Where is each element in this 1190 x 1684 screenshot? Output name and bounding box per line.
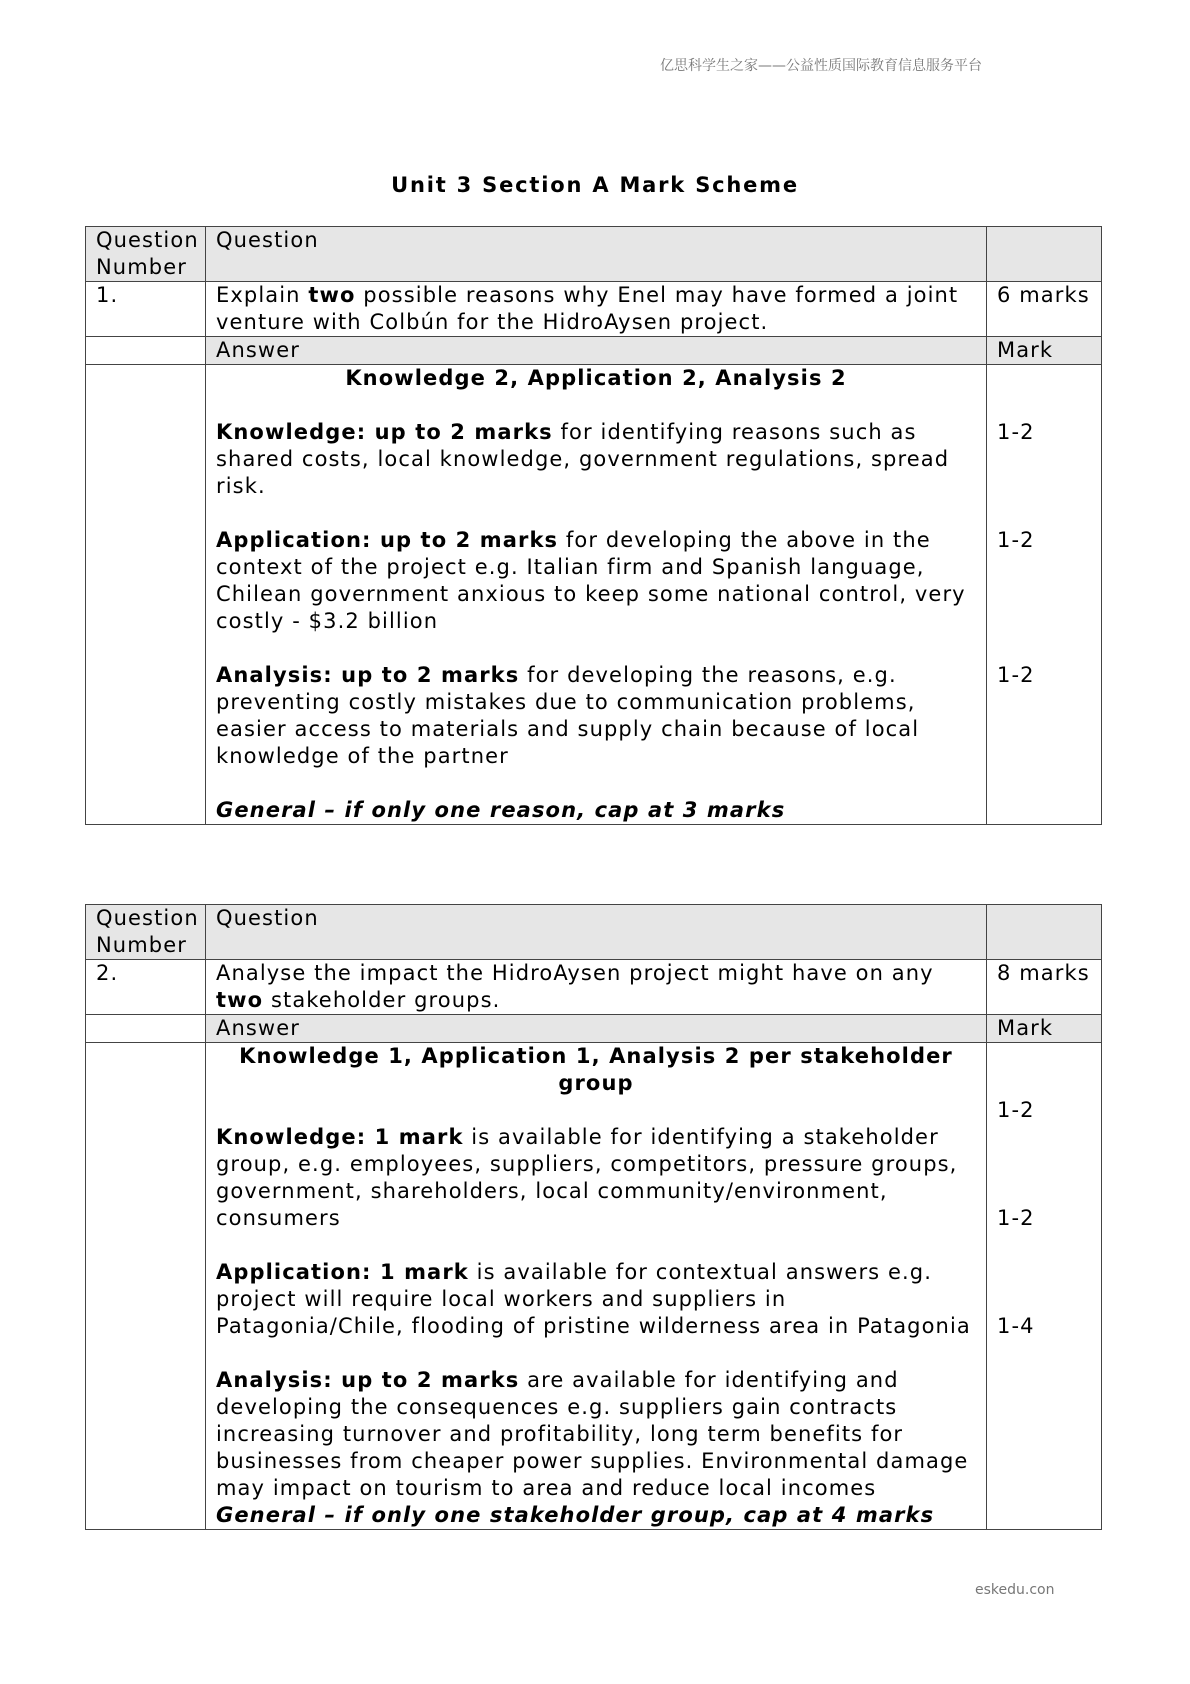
q2-answer-blank — [86, 1015, 206, 1043]
q2-analysis: Analysis: up to 2 marks are available for identifying and developing the consequences e.g. suppliers gain contracts increasing turnover and profitability, long term benefits for businesses from cheaper power supplies. Environmental damage may impact on tourism to area and reduce local incomes — [216, 1368, 969, 1500]
question-number-header: Question Number — [86, 227, 206, 282]
q1-answer-blank — [86, 337, 206, 365]
q2-answer-content — [206, 1043, 987, 1530]
q2-analysis-mark: 1-4 — [997, 1314, 1035, 1338]
q1-knowledge: Knowledge: up to 2 marks for identifying reasons such as shared costs, local knowledge, government regulations, spread risk. — [216, 420, 950, 498]
q2-knowledge-mark: 1-2 — [997, 1098, 1035, 1122]
q2-header-row — [86, 905, 1102, 960]
q2-application-mark: 1-2 — [997, 1206, 1035, 1230]
q1-assessment-heading: Knowledge 2, Application 2, Analysis 2 — [345, 366, 847, 390]
q1-analysis: Analysis: up to 2 marks for developing the reasons, e.g. preventing costly mistakes due to communication problems, easier access to materials and supply chain because of local knowledge of the partner — [216, 663, 920, 768]
q2-knowledge: Knowledge: 1 mark is available for identifying a stakeholder group, e.g. employees, suppliers, competitors, pressure groups, government, shareholders, local community/environment, consumers — [216, 1125, 958, 1230]
q2-application: Application: 1 mark is available for contextual answers e.g. project will require local workers and suppliers in Patagonia/Chile, flooding of pristine wilderness area in Patagonia — [216, 1260, 971, 1338]
q2-answer-row — [86, 1043, 1102, 1530]
marks-header-blank-2 — [987, 905, 1102, 960]
q1-answer-content — [206, 365, 987, 825]
page-title: Unit 3 Section A Mark Scheme — [391, 173, 799, 197]
q2-mark-label: Mark — [987, 1015, 1102, 1043]
q1-answer-row — [86, 365, 1102, 825]
question-2-table — [85, 904, 1102, 1530]
q2-question-text: Analyse the impact the HidroAysen project might have on any two stakeholder groups. — [206, 960, 987, 1015]
q2-general-note: General – if only one stakeholder group, cap at 4 marks — [216, 1503, 935, 1527]
q1-header-row — [86, 227, 1102, 282]
question-header-2: Question — [206, 905, 987, 960]
q1-analysis-mark: 1-2 — [997, 663, 1035, 687]
question-1-table — [85, 226, 1102, 825]
q2-number: 2. — [86, 960, 206, 1015]
q1-application: Application: up to 2 marks for developing the above in the context of the project e.g. Italian firm and Spanish language, Chilean government anxious to keep some national control, very costly - $3.2 billion — [216, 528, 966, 633]
q1-mark-label: Mark — [987, 337, 1102, 365]
q1-knowledge-mark: 1-2 — [997, 420, 1035, 444]
q2-total-marks: 8 marks — [987, 960, 1102, 1015]
q2-question-row — [86, 960, 1102, 1015]
marks-header-blank — [987, 227, 1102, 282]
q1-mark-column — [987, 365, 1102, 825]
page-footer-text: eskedu.con — [975, 1582, 1055, 1598]
q1-answer-number-blank — [86, 365, 206, 825]
question-header: Question — [206, 227, 987, 282]
page-header-text: 亿思科学生之家——公益性质国际教育信息服务平台 — [660, 58, 982, 74]
q1-application-mark: 1-2 — [997, 528, 1035, 552]
q1-total-marks: 6 marks — [987, 282, 1102, 337]
q1-question-row — [86, 282, 1102, 337]
q1-answer-label: Answer — [206, 337, 987, 365]
question-number-header-2: Question Number — [86, 905, 206, 960]
q2-answer-label: Answer — [206, 1015, 987, 1043]
q1-general-note: General – if only one reason, cap at 3 marks — [216, 798, 786, 822]
q2-assessment-heading: Knowledge 1, Application 1, Analysis 2 per stakeholder group — [239, 1044, 953, 1095]
q1-answer-header-row — [86, 337, 1102, 365]
q2-answer-number-blank — [86, 1043, 206, 1530]
q2-answer-header-row — [86, 1015, 1102, 1043]
q1-question-text: Explain two possible reasons why Enel may have formed a joint venture with Colbún for the HidroAysen project. — [206, 282, 987, 337]
q2-mark-column — [987, 1043, 1102, 1530]
q1-number: 1. — [86, 282, 206, 337]
